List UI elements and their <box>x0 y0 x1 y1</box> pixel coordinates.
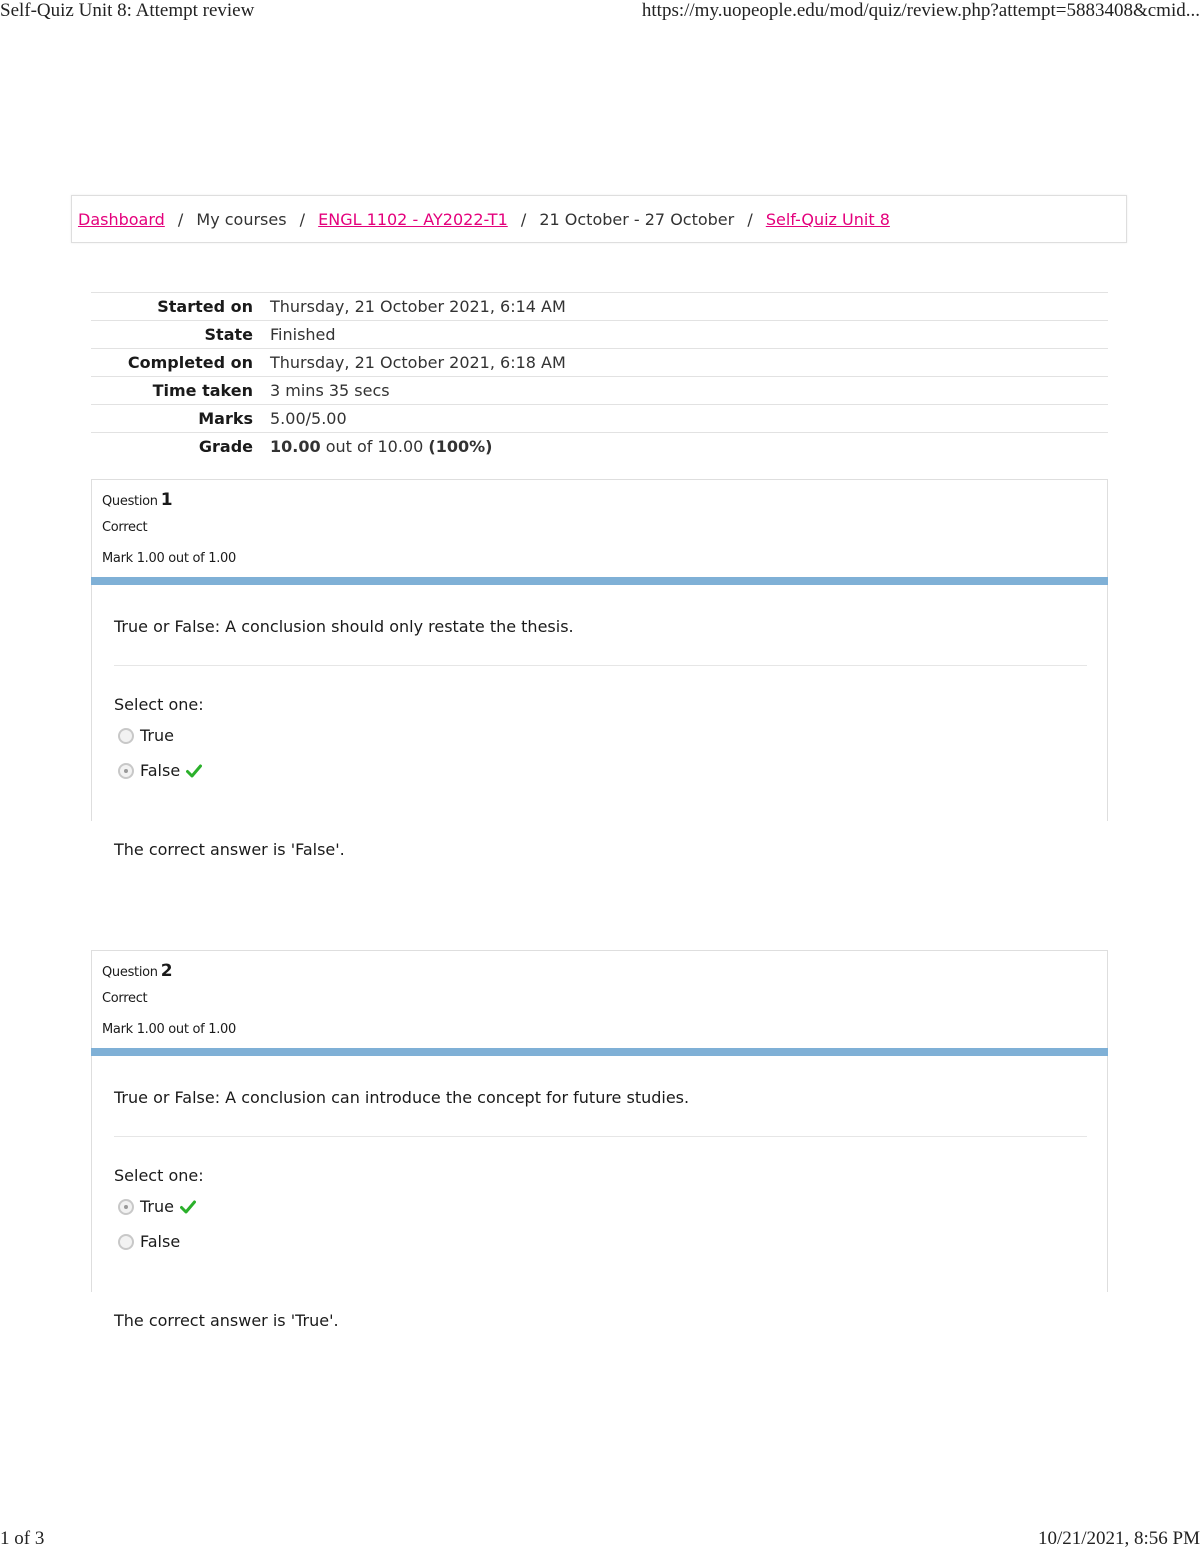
summary-value: 5.00/5.00 <box>270 405 1108 433</box>
question-2-feedback: The correct answer is 'True'. <box>114 1311 339 1330</box>
breadcrumb-course-link[interactable]: ENGL 1102 - AY2022-T1 <box>318 210 508 229</box>
attempt-summary-table <box>91 292 1108 460</box>
breadcrumb <box>71 195 1127 243</box>
question-1-feedback: The correct answer is 'False'. <box>114 840 345 859</box>
answer-label: False <box>140 761 181 780</box>
summary-row-completed <box>91 349 1108 377</box>
question-mark: Mark 1.00 out of 1.00 <box>102 1022 236 1037</box>
correct-check-icon <box>180 1200 196 1214</box>
question-number <box>102 961 172 981</box>
breadcrumb-my-courses: My courses <box>196 210 287 229</box>
breadcrumb-separator: / <box>747 210 753 229</box>
answer-option-true[interactable] <box>118 1197 196 1216</box>
print-page-number: 1 of 3 <box>0 1528 45 1549</box>
summary-row-marks <box>91 405 1108 433</box>
question-state: Correct <box>102 991 148 1006</box>
question-1 <box>91 479 1108 821</box>
grade-out-of: out of 10.00 <box>320 437 429 456</box>
print-header <box>0 0 1200 26</box>
summary-row-state <box>91 321 1108 349</box>
summary-label: Started on <box>91 293 270 321</box>
breadcrumb-separator: / <box>177 210 184 229</box>
grade-percent: (100%) <box>428 437 493 456</box>
summary-value <box>270 433 1108 461</box>
select-one-prompt: Select one: <box>114 1166 204 1185</box>
print-page-title: Self-Quiz Unit 8: Attempt review <box>0 0 255 21</box>
summary-label: Completed on <box>91 349 270 377</box>
summary-label: Marks <box>91 405 270 433</box>
answer-option-true[interactable] <box>118 726 174 745</box>
answer-label: False <box>140 1232 181 1251</box>
question-content <box>91 1056 1108 1292</box>
summary-row-started <box>91 293 1108 321</box>
answer-option-false[interactable] <box>118 1232 180 1251</box>
summary-label: Grade <box>91 433 270 461</box>
question-label: Question <box>102 494 158 509</box>
summary-value: Thursday, 21 October 2021, 6:18 AM <box>270 349 1108 377</box>
question-divider <box>114 1136 1087 1137</box>
question-text: True or False: A conclusion should only restate the thesis. <box>114 617 574 636</box>
answer-label: True <box>140 726 174 745</box>
question-mark: Mark 1.00 out of 1.00 <box>102 551 236 566</box>
question-label: Question <box>102 965 158 980</box>
print-datetime: 10/21/2021, 8:56 PM <box>1037 1528 1200 1549</box>
question-number <box>102 490 172 510</box>
radio-button[interactable] <box>118 728 134 744</box>
radio-button[interactable] <box>118 1234 134 1250</box>
radio-button-selected[interactable] <box>118 1199 134 1215</box>
question-2 <box>91 950 1108 1292</box>
breadcrumb-separator: / <box>299 210 306 229</box>
print-page-url: https://my.uopeople.edu/mod/quiz/review.php?attempt=5883408&cmid... <box>641 0 1200 21</box>
breadcrumb-quiz-link[interactable]: Self-Quiz Unit 8 <box>765 210 890 229</box>
answer-option-false[interactable] <box>118 761 202 780</box>
question-info <box>91 950 1108 1048</box>
question-text: True or False: A conclusion can introduce the concept for future studies. <box>114 1088 690 1107</box>
summary-value: 3 mins 35 secs <box>270 377 1108 405</box>
breadcrumb-dashboard-link[interactable]: Dashboard <box>78 210 165 229</box>
select-one-prompt: Select one: <box>114 695 204 714</box>
summary-value: Thursday, 21 October 2021, 6:14 AM <box>270 293 1108 321</box>
correct-check-icon <box>186 764 202 778</box>
question-content <box>91 585 1108 821</box>
question-number-value: 1 <box>160 490 173 510</box>
summary-label: Time taken <box>91 377 270 405</box>
summary-row-time <box>91 377 1108 405</box>
summary-value: Finished <box>270 321 1108 349</box>
question-divider <box>114 665 1087 666</box>
summary-row-grade <box>91 433 1108 461</box>
question-number-value: 2 <box>160 961 173 981</box>
grade-score: 10.00 <box>270 437 321 456</box>
breadcrumb-separator: / <box>520 210 527 229</box>
answer-label: True <box>140 1197 174 1216</box>
summary-label: State <box>91 321 270 349</box>
question-state: Correct <box>102 520 148 535</box>
radio-button-selected[interactable] <box>118 763 134 779</box>
question-divider-bar <box>91 1048 1108 1056</box>
question-divider-bar <box>91 577 1108 585</box>
question-info <box>91 479 1108 577</box>
breadcrumb-week: 21 October - 27 October <box>539 210 735 229</box>
print-footer <box>0 1528 1200 1554</box>
